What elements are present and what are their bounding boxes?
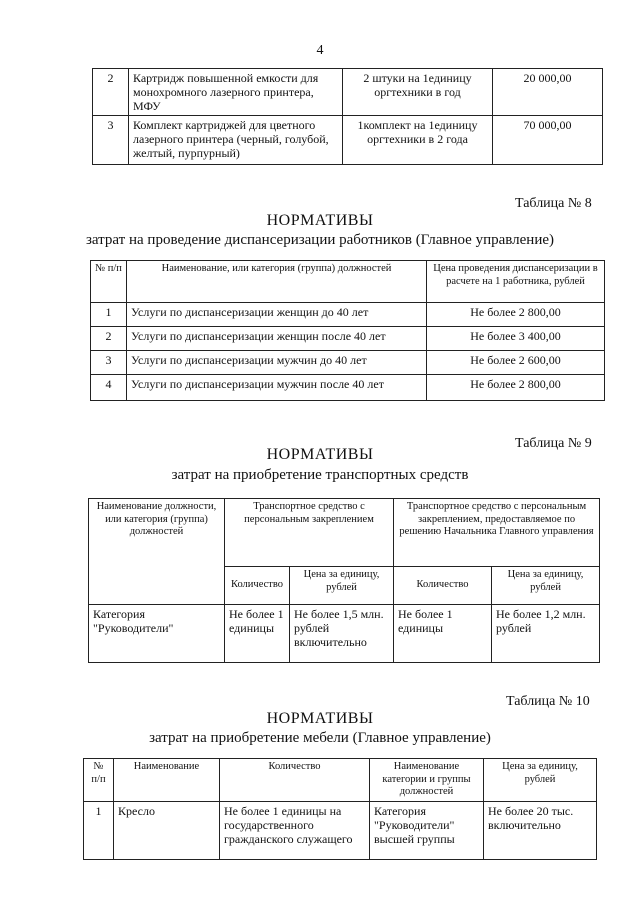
service-price: Не более 2 800,00	[427, 303, 605, 327]
header-name: Наименование, или категория (группа) должностей	[127, 261, 427, 303]
row-number: 1	[84, 801, 114, 859]
table-8-label: Таблица № 8	[515, 196, 592, 211]
header-unit-price: Цена за единицу, рублей	[492, 567, 600, 605]
service-price: Не более 3 400,00	[427, 327, 605, 351]
header-quantity: Количество	[225, 567, 290, 605]
table-10-heading: НОРМАТИВЫ	[266, 710, 374, 727]
item-name: Кресло	[114, 801, 220, 859]
table-9	[88, 498, 600, 663]
table-8	[90, 260, 605, 401]
price-personal: Не более 1,5 млн. рублей включительно	[290, 605, 394, 663]
table-8-heading: НОРМАТИВЫ	[266, 212, 374, 229]
table-header-row	[89, 499, 600, 567]
service-name: Услуги по диспансеризации женщин после 40 лет	[127, 327, 427, 351]
header-num: № п/п	[84, 759, 114, 802]
row-number: 3	[91, 351, 127, 375]
header-group-personal: Транспортное средство с персональным закреплением	[225, 499, 394, 567]
item-name: Картридж повышенной емкости для монохромного лазерного принтера, МФУ	[129, 69, 343, 116]
item-price: 20 000,00	[493, 69, 603, 116]
header-category: Наименование категории и группы должностей	[370, 759, 484, 802]
service-name: Услуги по диспансеризации мужчин после 40 лет	[127, 375, 427, 401]
header-quantity: Количество	[220, 759, 370, 802]
row-number: 2	[93, 69, 129, 116]
row-number: 2	[91, 327, 127, 351]
item-norm: 2 штуки на 1единицу оргтехники в год	[343, 69, 493, 116]
row-number: 3	[93, 116, 129, 165]
table-row	[89, 605, 600, 663]
page-number: 4	[316, 43, 324, 58]
table-9-label: Таблица № 9	[515, 436, 592, 451]
table-10	[83, 758, 597, 860]
row-number: 4	[91, 375, 127, 401]
header-name: Наименование	[114, 759, 220, 802]
header-price: Цена проведения диспансеризации в расчете на 1 работника, рублей	[427, 261, 605, 303]
table-row	[93, 69, 603, 116]
table-row	[91, 375, 605, 401]
table-9-heading: НОРМАТИВЫ	[266, 446, 374, 463]
table-row	[91, 327, 605, 351]
table-8-subheading: затрат на проведение диспансеризации работников (Главное управление)	[85, 232, 554, 248]
header-num: № п/п	[91, 261, 127, 303]
table-row	[91, 303, 605, 327]
table-7-continued	[92, 68, 603, 165]
header-unit-price: Цена за единицу, рублей	[290, 567, 394, 605]
table-row	[91, 351, 605, 375]
service-price: Не более 2 800,00	[427, 375, 605, 401]
header-unit-price: Цена за единицу, рублей	[484, 759, 597, 802]
item-quantity: Не более 1 единицы на государственного гражданского служащего	[220, 801, 370, 859]
table-header-row	[91, 261, 605, 303]
table-row	[93, 116, 603, 165]
quantity-personal: Не более 1 единицы	[225, 605, 290, 663]
table-row	[84, 801, 597, 859]
item-norm: 1комплект на 1единицу оргтехники в 2 года	[343, 116, 493, 165]
table-10-subheading: затрат на приобретение мебели (Главное управление)	[149, 730, 491, 746]
item-name: Комплект картриджей для цветного лазерного принтера (черный, голубой, желтый, пурпурный)	[129, 116, 343, 165]
service-price: Не более 2 600,00	[427, 351, 605, 375]
table-9-subheading: затрат на приобретение транспортных средств	[171, 467, 469, 483]
table-header-row	[84, 759, 597, 802]
service-name: Услуги по диспансеризации женщин до 40 лет	[127, 303, 427, 327]
position-category: Категория "Руководители"	[89, 605, 225, 663]
header-group-by-decision: Транспортное средство с персональным закреплением, предоставляемое по решению Начальника Главного управления	[394, 499, 600, 567]
item-category: Категория "Руководители" высшей группы	[370, 801, 484, 859]
row-number: 1	[91, 303, 127, 327]
quantity-by-decision: Не более 1 единицы	[394, 605, 492, 663]
table-10-label: Таблица № 10	[506, 694, 590, 709]
header-quantity: Количество	[394, 567, 492, 605]
item-price: Не более 20 тыс. включительно	[484, 801, 597, 859]
price-by-decision: Не более 1,2 млн. рублей	[492, 605, 600, 663]
item-price: 70 000,00	[493, 116, 603, 165]
service-name: Услуги по диспансеризации мужчин до 40 лет	[127, 351, 427, 375]
header-position: Наименование должности, или категория (группа) должностей	[89, 499, 225, 605]
